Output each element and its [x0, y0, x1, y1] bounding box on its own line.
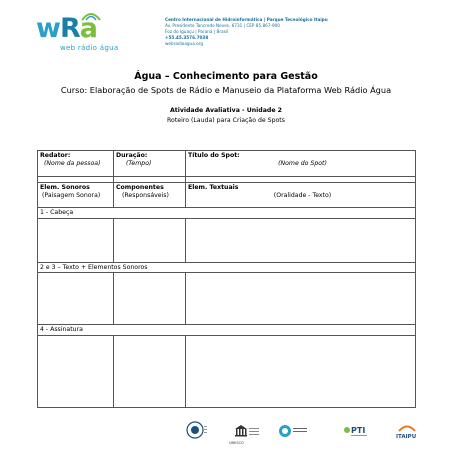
- document-title: Água – Conhecimento para Gestão: [134, 71, 318, 82]
- texto-componentes-field[interactable]: [114, 273, 186, 325]
- assinatura-componentes-field[interactable]: [114, 335, 186, 407]
- table-row-section-1: [38, 208, 416, 219]
- section-texto-label: 2 e 3 – Texto + Elementos Sonoros: [38, 262, 416, 273]
- textuais-hint: (Oralidade - Texto): [273, 191, 332, 199]
- cabeca-textuais-field[interactable]: [186, 218, 416, 262]
- duracao-cell[interactable]: [114, 151, 186, 177]
- titulo-cell[interactable]: [186, 151, 416, 177]
- sonoros-hint: (Paisagem Sonora): [42, 191, 101, 199]
- unesco-icon: [233, 424, 261, 440]
- header-website: webradioagua.org: [165, 40, 203, 46]
- cabeca-componentes-field[interactable]: [114, 218, 186, 262]
- course-name: Curso: Elaboração de Spots de Rádio e Manuseio da Plataforma Web Rádio Água: [60, 85, 392, 95]
- sonoros-label: Elem. Sonoros: [40, 184, 90, 191]
- redator-label: Redator:: [40, 152, 71, 159]
- redator-hint: (Nome da pessoa): [44, 159, 101, 167]
- emblem-icon: [185, 420, 207, 440]
- logo-letter-w: w: [36, 13, 60, 44]
- assinatura-textuais-field[interactable]: [186, 335, 416, 407]
- emblem-logo: [185, 420, 207, 440]
- section-cabeca-label: 1 - Cabeça: [38, 208, 416, 219]
- table-row-section-2: [38, 262, 416, 273]
- itaipu-icon: [395, 422, 419, 440]
- section-assinatura-label: 4 - Assinatura: [38, 325, 416, 336]
- pti-logo: [343, 422, 369, 440]
- duracao-label: Duração:: [116, 152, 148, 159]
- duracao-hint: (Tempo): [126, 159, 152, 167]
- header-institution: Centro Internacional de Hidroinformática | Parque Tecnológico Itaipu: [165, 17, 328, 22]
- activity-subtitle: Roteiro (Lauda) para Criação de Spots: [167, 117, 285, 124]
- table-row-header: [38, 151, 416, 177]
- header-address: Av. Presidente Tancredo Neves, 6731 | CEP 85.867-900: [165, 22, 280, 28]
- logo-letter-r: R: [59, 13, 80, 44]
- header-contact-info: [165, 17, 365, 47]
- assinatura-sonoros-field[interactable]: [38, 335, 114, 407]
- redator-cell[interactable]: [38, 151, 114, 177]
- cih-icon: [278, 422, 308, 440]
- texto-sonoros-field[interactable]: [38, 273, 114, 325]
- table-row-cabeca-content: [38, 218, 416, 262]
- logo-letter-a: a: [79, 13, 97, 44]
- cabeca-sonoros-field[interactable]: [38, 218, 114, 262]
- activity-title: Atividade Avaliativa - Unidade 2: [169, 107, 282, 114]
- header-city: Foz do Iguaçu | Paraná | Brasil: [165, 28, 229, 34]
- componentes-cell: [114, 183, 186, 208]
- textuais-cell: [186, 183, 416, 208]
- pti-icon: [343, 422, 369, 440]
- logo-wave-icon: [80, 10, 102, 22]
- logo-subtitle: web rádio água: [60, 44, 119, 52]
- table-row-section-3: [38, 325, 416, 336]
- web-radio-agua-logo: [36, 14, 136, 58]
- texto-textuais-field[interactable]: [186, 273, 416, 325]
- cih-logo: [278, 422, 308, 440]
- script-table: [37, 150, 416, 408]
- table-row-columns: [38, 183, 416, 208]
- sonoros-cell: [38, 183, 114, 208]
- componentes-hint: (Responsáveis): [122, 191, 169, 199]
- titulo-hint: (Nome do Spot): [278, 159, 327, 167]
- header-phone: +55.45.3576.7038: [165, 34, 209, 40]
- pti-text: PTI: [351, 426, 366, 435]
- componentes-label: Componentes: [116, 184, 164, 191]
- table-row-assinatura-content: [38, 335, 416, 407]
- table-row-texto-content: [38, 273, 416, 325]
- unesco-caption: UNESCO: [229, 441, 244, 445]
- itaipu-text: ITAIPU: [396, 434, 417, 440]
- textuais-label: Elem. Textuais: [188, 184, 239, 191]
- itaipu-logo: [395, 422, 419, 440]
- unesco-logo: [233, 424, 261, 440]
- titulo-label: Título do Spot:: [188, 152, 240, 159]
